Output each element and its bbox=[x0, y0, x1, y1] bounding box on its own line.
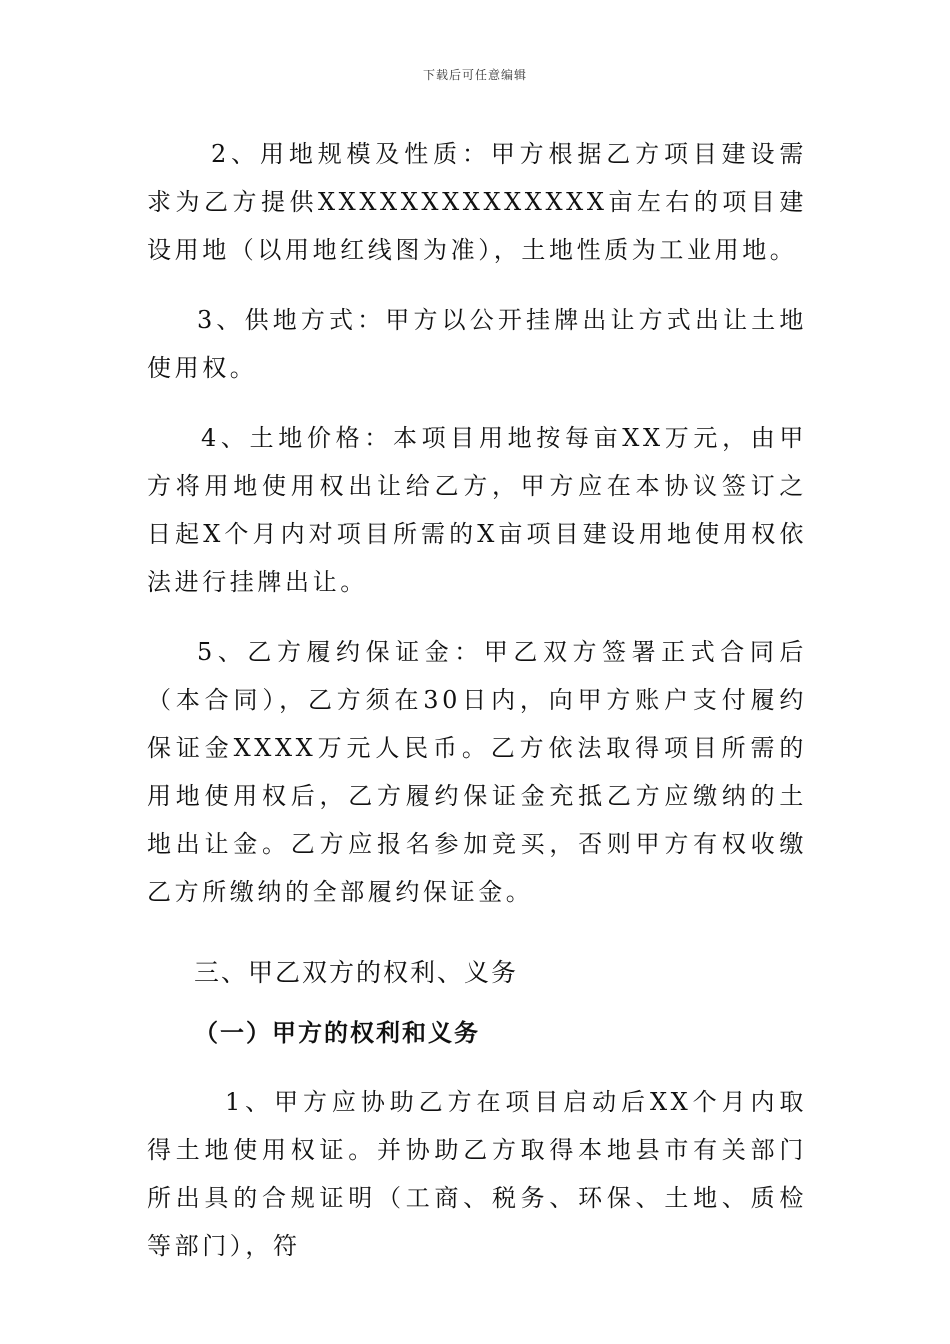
document-body bbox=[147, 130, 807, 1270]
section-heading-rights-obligations: 三、甲乙双方的权利、义务 bbox=[194, 958, 519, 987]
header-note: 下载后可任意编辑 bbox=[422, 68, 527, 82]
paragraph-land-supply-method: 3、供地方式：甲方以公开挂牌出让方式出让土地使用权。 bbox=[147, 306, 807, 382]
subsection-heading-party-a: （一）甲方的权利和义务 bbox=[194, 1019, 480, 1047]
paragraph-party-a-duty-1: 1、甲方应协助乙方在项目启动后XX个月内取得土地使用权证。并协助乙方取得本地县市有关部门所出具的合规证明（工商、税务、环保、土地、质检等部门），符 bbox=[147, 1088, 807, 1260]
paragraph-land-price: 4、土地价格：本项目用地按每亩XX万元，由甲方将用地使用权出让给乙方，甲方应在本协议签订之日起X个月内对项目所需的X亩项目建设用地使用权依法进行挂牌出让。 bbox=[147, 424, 807, 596]
paragraph-performance-bond: 5、乙方履约保证金：甲乙双方签署正式合同后（本合同），乙方须在30日内，向甲方账户支付履约保证金XXXX万元人民币。乙方依法取得项目所需的用地使用权后，乙方履约保证金充抵乙方应缴纳的土地出让金。乙方应报名参加竞买，否则甲方有权收缴乙方所缴纳的全部履约保证金。 bbox=[147, 638, 807, 906]
paragraph-land-scale: 2、用地规模及性质：甲方根据乙方项目建设需求为乙方提供XXXXXXXXXXXXXX亩左右的项目建设用地（以用地红线图为准），土地性质为工业用地。 bbox=[147, 140, 807, 264]
